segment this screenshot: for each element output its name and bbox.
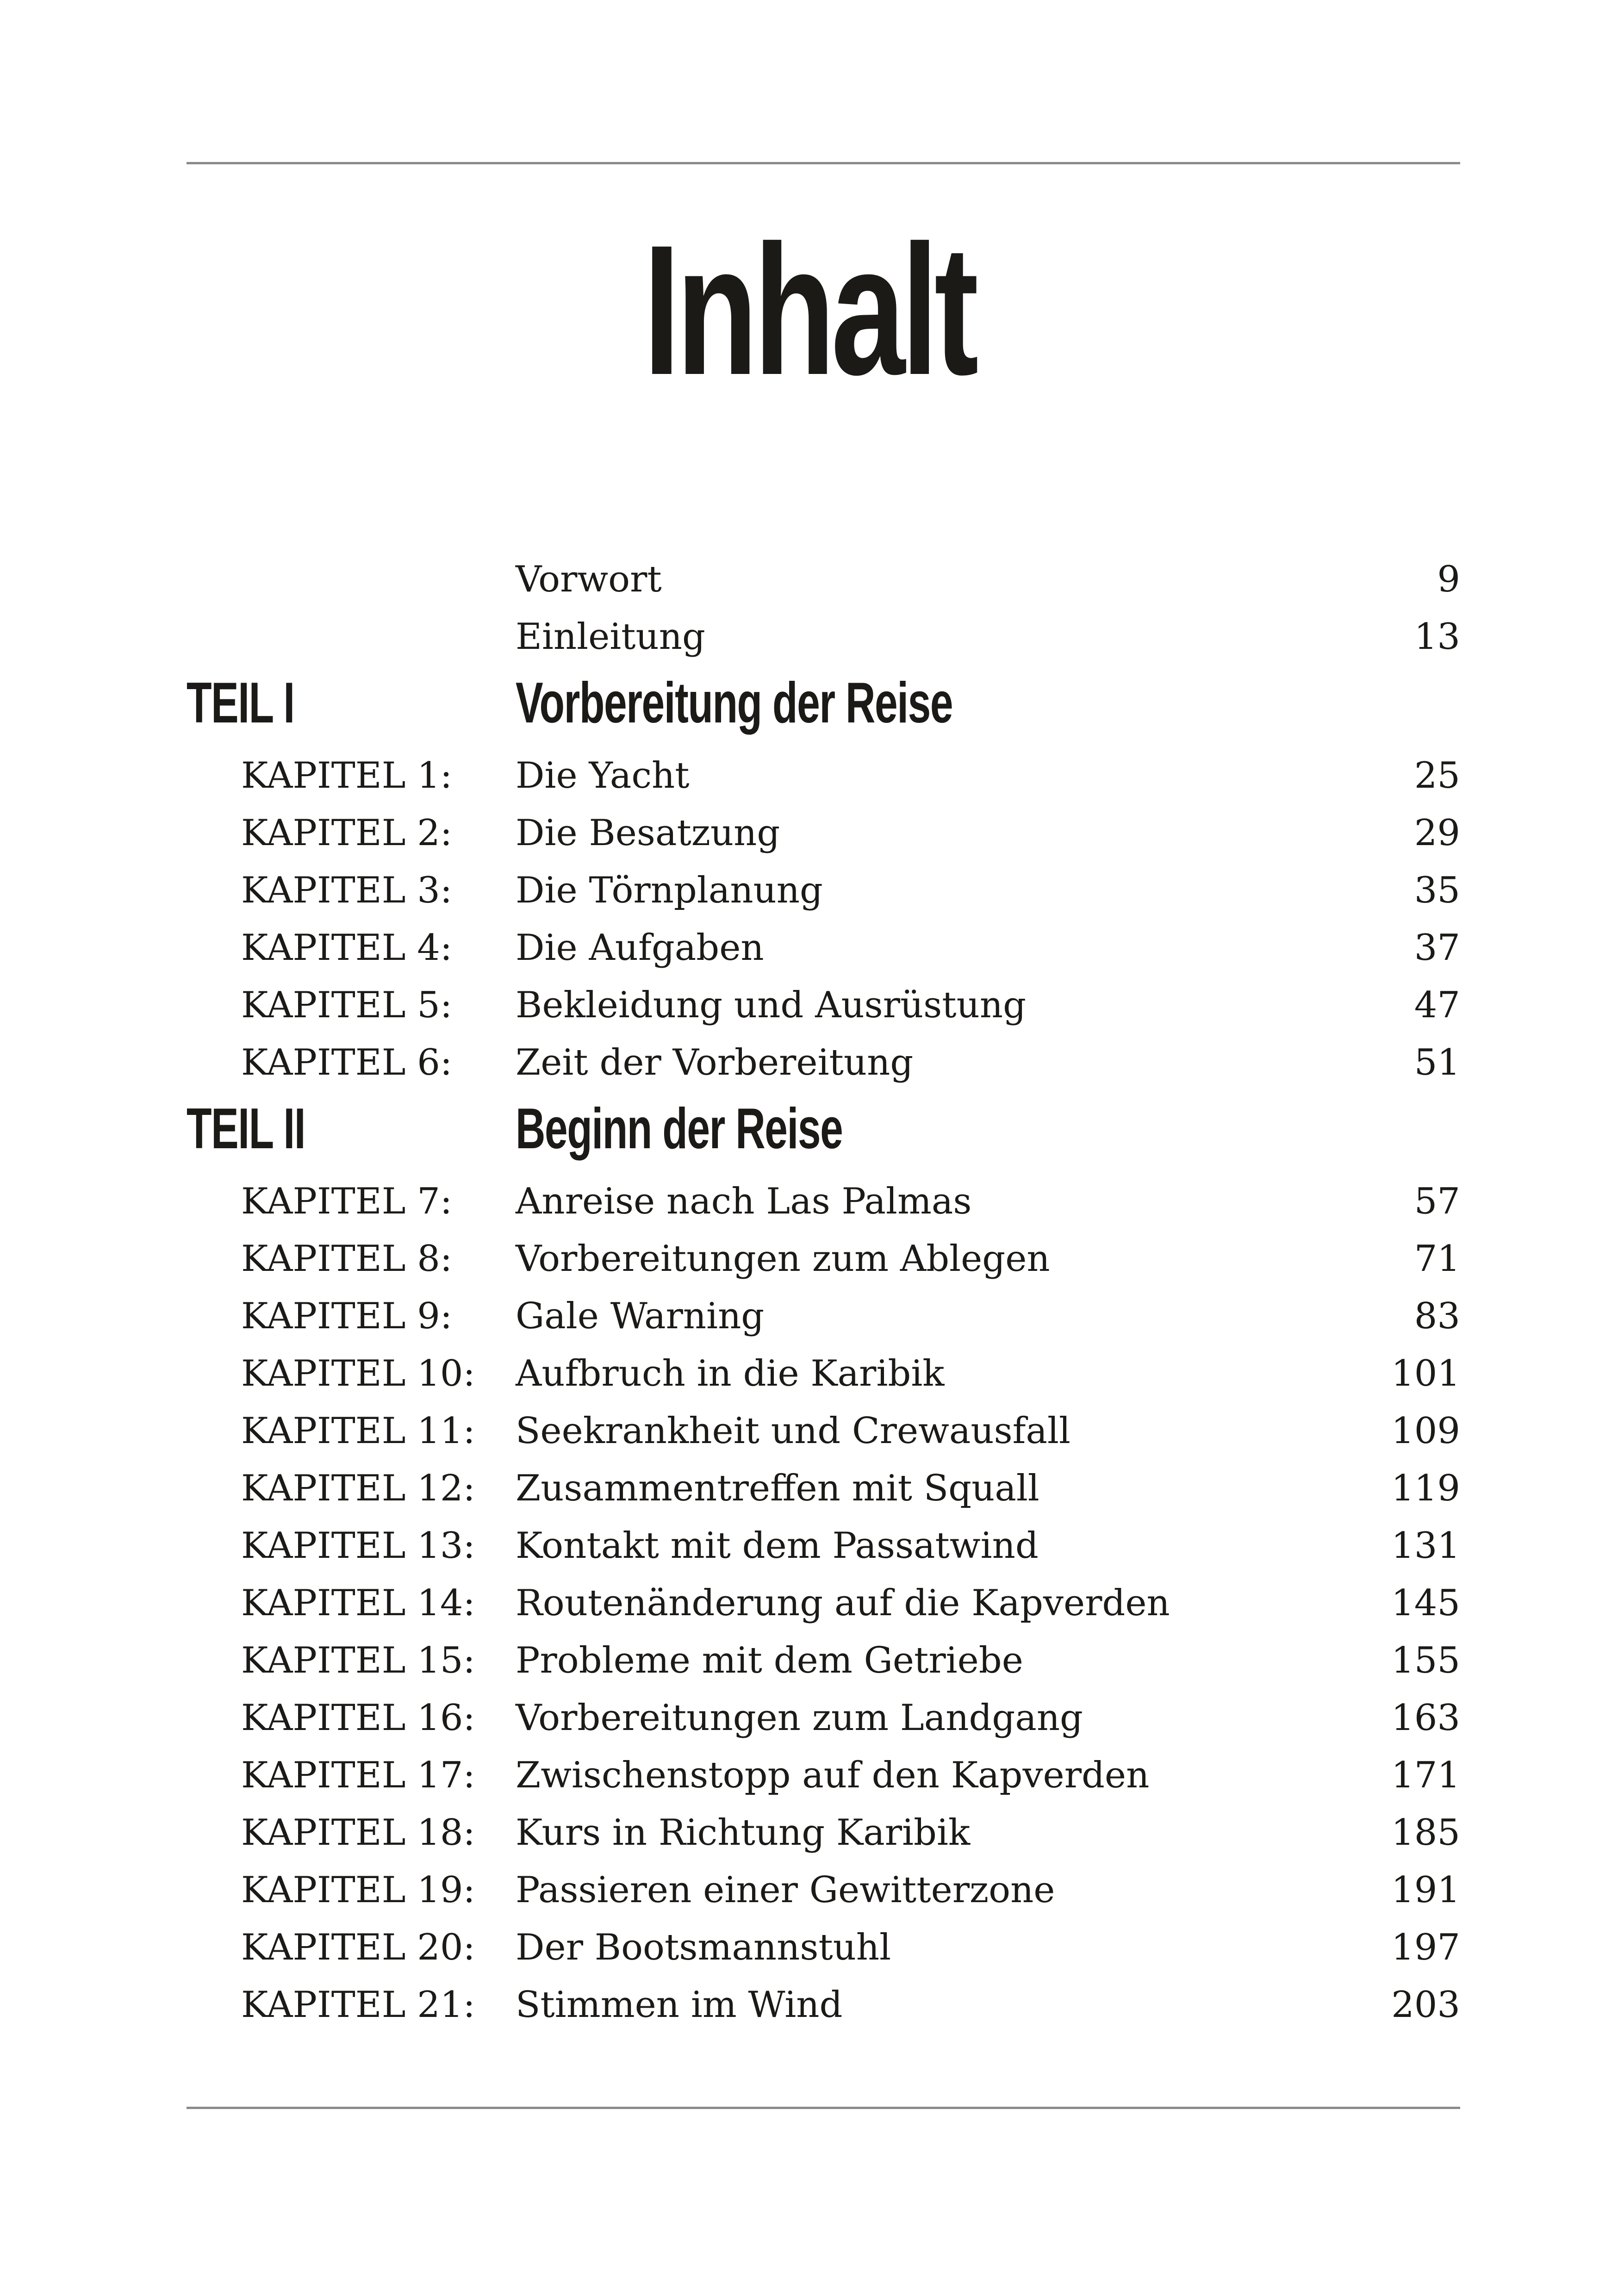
chapter-page: 155 — [1391, 1640, 1460, 1681]
chapter-page: 163 — [1391, 1697, 1460, 1739]
chapter-page: 185 — [1391, 1812, 1460, 1854]
chapter-page: 109 — [1391, 1410, 1460, 1452]
chapter-label: KAPITEL 21: — [241, 1984, 475, 2026]
toc-chapter-row — [187, 1034, 1460, 1091]
chapter-title: Der Bootsmannstuhl — [516, 1927, 891, 1968]
chapter-title: Vorbereitungen zum Ablegen — [516, 1238, 1050, 1280]
chapter-page: 71 — [1414, 1238, 1460, 1280]
toc-chapter-row — [187, 1173, 1460, 1230]
chapter-label: KAPITEL 1: — [241, 755, 453, 796]
toc-chapter-row — [187, 1976, 1460, 2034]
part-label: TEIL I — [187, 671, 294, 735]
part-2-chapter-list — [187, 1173, 1460, 2034]
chapter-title: Seekrankheit und Crewausfall — [516, 1410, 1070, 1452]
chapter-label: KAPITEL 6: — [241, 1042, 453, 1083]
part-1-chapter-list — [187, 747, 1460, 1091]
chapter-label: KAPITEL 17: — [241, 1755, 475, 1796]
chapter-label: KAPITEL 3: — [241, 870, 453, 911]
chapter-page: 119 — [1391, 1468, 1460, 1509]
chapter-label: KAPITEL 8: — [241, 1238, 453, 1280]
chapter-label: KAPITEL 10: — [241, 1353, 475, 1394]
toc-chapter-row — [187, 862, 1460, 919]
chapter-title: Kontakt mit dem Passatwind — [516, 1525, 1039, 1567]
toc-chapter-row — [187, 1861, 1460, 1919]
toc-chapter-row — [187, 1747, 1460, 1804]
chapter-title: Zusammentreffen mit Squall — [516, 1468, 1039, 1509]
toc-chapter-row — [187, 1919, 1460, 1976]
toc-entry-page: 9 — [1437, 559, 1460, 600]
chapter-title: Die Törnplanung — [516, 870, 823, 911]
toc-chapter-row — [187, 1517, 1460, 1574]
toc-chapter-row — [187, 1460, 1460, 1517]
chapter-label: KAPITEL 2: — [241, 812, 453, 854]
toc-entry-einleitung — [187, 608, 1460, 666]
toc-chapter-row — [187, 1230, 1460, 1288]
chapter-page: 191 — [1391, 1869, 1460, 1911]
chapter-title: Die Besatzung — [516, 812, 780, 854]
page-title: Inhalt — [643, 206, 975, 413]
part-title: Vorbereitung der Reise — [516, 671, 953, 735]
chapter-label: KAPITEL 5: — [241, 984, 453, 1026]
chapter-title: Probleme mit dem Getriebe — [516, 1640, 1023, 1681]
chapter-title: Passieren einer Gewitterzone — [516, 1869, 1055, 1911]
part-label: TEIL II — [187, 1097, 305, 1161]
part-heading-1 — [187, 666, 1460, 747]
chapter-title: Zeit der Vorbereitung — [516, 1042, 914, 1083]
chapter-label: KAPITEL 18: — [241, 1812, 475, 1854]
table-of-contents — [187, 551, 1460, 2034]
chapter-label: KAPITEL 14: — [241, 1582, 475, 1624]
toc-chapter-row — [187, 1288, 1460, 1345]
chapter-label: KAPITEL 13: — [241, 1525, 475, 1567]
chapter-page: 51 — [1414, 1042, 1460, 1083]
toc-chapter-row — [187, 747, 1460, 804]
chapter-page: 29 — [1414, 812, 1460, 854]
toc-chapter-row — [187, 1632, 1460, 1689]
chapter-title: Die Yacht — [516, 755, 690, 796]
chapter-page: 57 — [1414, 1181, 1460, 1222]
chapter-title: Zwischenstopp auf den Kapverden — [516, 1755, 1150, 1796]
chapter-title: Stimmen im Wind — [516, 1984, 843, 2026]
chapter-page: 145 — [1391, 1582, 1460, 1624]
chapter-title: Aufbruch in die Karibik — [516, 1353, 945, 1394]
chapter-page: 131 — [1391, 1525, 1460, 1567]
chapter-page: 171 — [1391, 1755, 1460, 1796]
chapter-title: Die Aufgaben — [516, 927, 764, 969]
chapter-label: KAPITEL 9: — [241, 1295, 453, 1337]
toc-entry-title: Vorwort — [516, 559, 662, 600]
chapter-page: 83 — [1414, 1295, 1460, 1337]
toc-chapter-row — [187, 1345, 1460, 1402]
chapter-title: Vorbereitungen zum Landgang — [516, 1697, 1083, 1739]
chapter-label: KAPITEL 15: — [241, 1640, 475, 1681]
chapter-page: 25 — [1414, 755, 1460, 796]
chapter-title: Anreise nach Las Palmas — [516, 1181, 972, 1222]
chapter-page: 47 — [1414, 984, 1460, 1026]
chapter-page: 197 — [1391, 1927, 1460, 1968]
toc-chapter-row — [187, 804, 1460, 862]
chapter-page: 203 — [1391, 1984, 1460, 2026]
toc-chapter-row — [187, 1402, 1460, 1460]
chapter-title: Gale Warning — [516, 1295, 765, 1337]
chapter-label: KAPITEL 16: — [241, 1697, 475, 1739]
toc-entry-page: 13 — [1414, 616, 1460, 658]
chapter-title: Routenänderung auf die Kapverden — [516, 1582, 1170, 1624]
chapter-label: KAPITEL 7: — [241, 1181, 453, 1222]
top-divider — [187, 162, 1460, 164]
chapter-page: 37 — [1414, 927, 1460, 969]
chapter-label: KAPITEL 19: — [241, 1869, 475, 1911]
toc-chapter-row — [187, 977, 1460, 1034]
toc-entry-title: Einleitung — [516, 616, 705, 658]
toc-entry-vorwort — [187, 551, 1460, 608]
chapter-title: Bekleidung und Ausrüstung — [516, 984, 1027, 1026]
chapter-page: 35 — [1414, 870, 1460, 911]
chapter-title: Kurs in Richtung Karibik — [516, 1812, 971, 1854]
part-title: Beginn der Reise — [516, 1097, 843, 1161]
chapter-label: KAPITEL 4: — [241, 927, 453, 969]
part-heading-2 — [187, 1091, 1460, 1173]
toc-chapter-row — [187, 1574, 1460, 1632]
toc-chapter-row — [187, 1804, 1460, 1861]
toc-chapter-row — [187, 919, 1460, 977]
chapter-page: 101 — [1391, 1353, 1460, 1394]
chapter-label: KAPITEL 12: — [241, 1468, 475, 1509]
bottom-divider — [187, 2107, 1460, 2109]
toc-chapter-row — [187, 1689, 1460, 1747]
chapter-label: KAPITEL 20: — [241, 1927, 475, 1968]
chapter-label: KAPITEL 11: — [241, 1410, 475, 1452]
